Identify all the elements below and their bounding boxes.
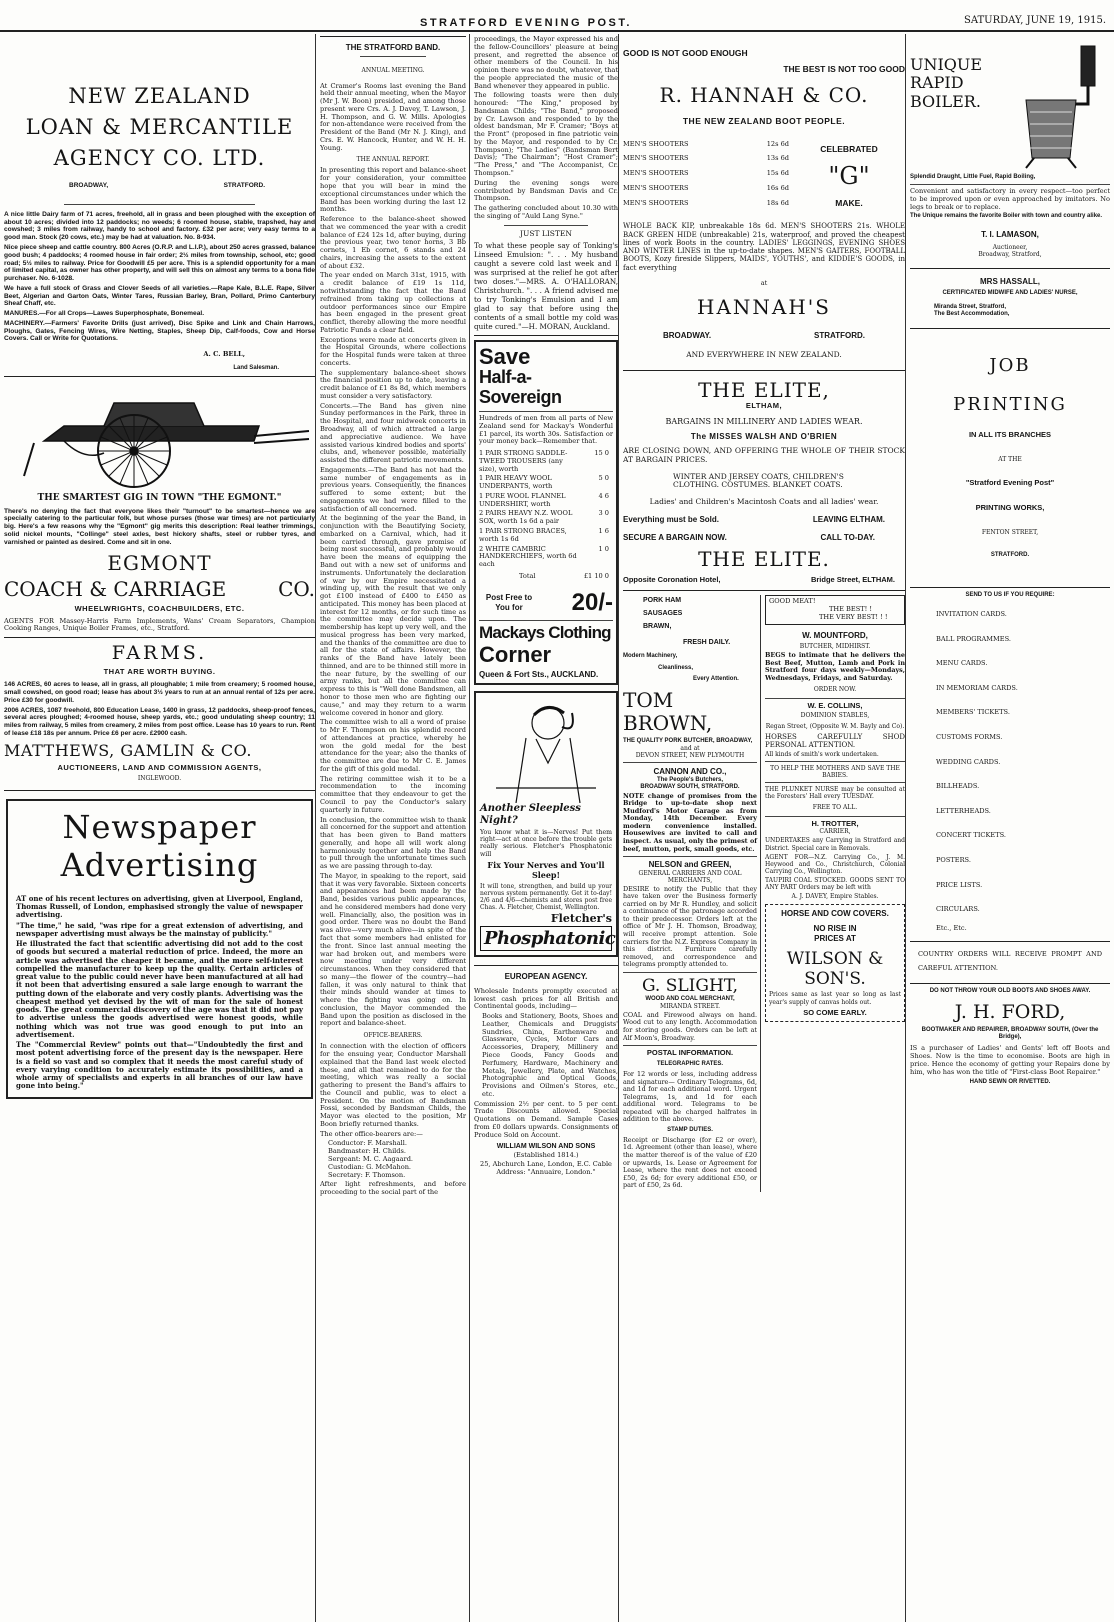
horse-cow-covers: HORSE AND COW COVERS.	[781, 909, 889, 919]
shooter-price: 18s 6d	[766, 198, 789, 207]
job-item: LETTERHEADS.	[936, 806, 991, 815]
horses-shod: HORSES CAREFULLY SHOD PERSONAL ATTENTION.	[765, 732, 905, 749]
make: MAKE.	[835, 197, 863, 208]
slight-paragraph: COAL and Firewood always on hand. Wood cut to any length. Accommodation for storing goods. Orders can be left at Alf Moon's, Broadway.	[623, 1010, 757, 1042]
column-5	[910, 34, 1110, 1622]
fletchers: Fletcher's	[550, 912, 612, 926]
agent-for: AGENT FOR—N.Z. Carrying Co., J. M. Heywood and Co., Christchurch, Colonial Carrying Co., Wellington.	[765, 853, 905, 875]
plunket-nurse: THE PLUNKET NURSE may be consulted at the Foresters' Hall every TUESDAY.	[765, 786, 905, 801]
phosphatonic: Phosphatonic	[480, 926, 612, 951]
smith-work: All kinds of smith's work undertaken.	[765, 751, 879, 759]
everywhere-nz: AND EVERYWHERE IN NEW ZEALAND.	[686, 349, 842, 359]
unique-1: UNIQUE	[910, 55, 983, 74]
leaving-eltham: LEAVING ELTHAM.	[812, 515, 885, 525]
sleepless-paragraph-2: It will tone, strengthen, and build up your nervous system permanently. Get it to-day! 2/6 and 4/6—chemists and stores post free Chas. A. Fletcher, Chemist, Wellington.	[480, 882, 612, 912]
european-agency-title: EUROPEAN AGENCY.	[504, 972, 588, 982]
pork-list: PORK HAM SAUSAGES BRAWN,	[643, 597, 683, 630]
at-text: at	[760, 278, 768, 287]
unique-3: BOILER.	[910, 91, 981, 111]
post-free: Post Free to You for	[485, 593, 533, 612]
job-item: WEDDING CARDS.	[936, 757, 1001, 766]
parcel-price: 4 6	[598, 491, 609, 500]
free-to-all: FREE TO ALL.	[812, 804, 858, 812]
parcel-price: 1 0	[598, 544, 609, 553]
hand-sewn: HAND SEWN OR RIVETTED.	[969, 1079, 1051, 1086]
fenton-street: FENTON STREET,	[981, 528, 1039, 536]
news-paragraph-3: He illustrated the fact that scientific advertising did not add to the cost of goods but secured a material reduction of price. Indeed, the more an article was advertised the cheaper it became, and the more self-interest compelled the manufacturer to keep up the quality. Certain articles of great value to the public could never have been manufactured at all had it not been that advertising ensured a sale large enough to warrant the putting down of the elaborate and very costly plants. Advertising was the cheapest method yet devised by the wit of man for the sale of honest goods. The great commercial discovery of the age was that it did not pay to advertise unless the goods advertised were honest goods, while nothing which was not true was good enough to put into an advertisement.	[16, 939, 303, 1039]
trotter-title: H. TROTTER,	[811, 818, 859, 828]
mackays-name-1: Mackays Clothing	[479, 622, 611, 642]
the-very-best: THE VERY BEST! ! !	[819, 612, 888, 621]
job-item: POSTERS.	[936, 855, 971, 864]
shooter-name: MEN'S SHOOTERS	[623, 183, 689, 192]
trotter-paragraph: UNDERTAKES any Carrying in Stratford and District. Special care in Removals.	[765, 837, 905, 852]
parcel-item: 1 PAIR STRONG SADDLE-TWEED TROUSERS (any size), worth	[479, 449, 568, 473]
elite-misses: The MISSES WALSH AND O'BRIEN	[690, 432, 838, 442]
half-sovereign-text: Half-a-Sovereign	[479, 367, 562, 408]
cannon-address: BROADWAY SOUTH, STRATFORD.	[640, 783, 740, 790]
wilson-sons: WILSON & SON'S.	[786, 949, 884, 990]
celebrated: CELEBRATED	[820, 143, 878, 154]
egmont-title: EGMONT	[107, 551, 212, 576]
ford-subtitle: BOOTMAKER AND REPAIRER, BROADWAY SOUTH, (Over the Bridge),	[921, 1027, 1099, 1041]
boiler-paragraph: Convenient and satisfactory in every respect—too perfect to be improved upon or even approached by imitators. No legs to break or to replace.	[910, 187, 1110, 211]
shooter-name: MEN'S SHOOTERS	[623, 169, 689, 178]
band-office-item: Sergeant: M. C. Aagaard.	[328, 1154, 414, 1163]
job-item: BALL PROGRAMMES.	[936, 634, 1011, 643]
elite-title-2: THE ELITE.	[698, 547, 830, 572]
butchers-column-left	[623, 595, 761, 1191]
nz-paragraph-2: Nice piece sheep and cattle country. 800 Acres (O.R.P. and L.I.P.), about 250 acres grassed, balance good bush; 4 paddocks; 4 roomed house in fair order; 2½ miles from township, school, etc; good road; 5½ miles to railway. Price for Goodwill £5 per acre. This is a splendid opportunity for a man of limited capital, as owner has other property, and will sell this on almost any terms to a bona fide purchaser. No. 6-1028.	[4, 244, 315, 283]
lamason-address: Broadway, Stratford,	[978, 250, 1042, 258]
band-paragraph-12: In conclusion, the committee wish to thank all concerned for the support and attention that has been given to Band matters generally, and hope all will work along harmoniously together and help the Band to pull through the unfortunate times such as we are passing through to-day.	[320, 815, 466, 871]
farms-paragraph-1: 146 ACRES, 60 acres to lease, all in grass, all ploughable; 1 mile from creamery; 5 roomed house, small cowshed, on good road; lease has about 3½ years to run at an annual rental of 12s per acre. Price £30 for goodwill.	[4, 681, 315, 704]
elite-bargains: BARGAINS IN MILLINERY AND LADIES WEAR.	[665, 417, 863, 427]
egmont-co: CO.	[278, 577, 315, 602]
butcher-midhirst: BUTCHER, MIDHIRST.	[799, 643, 871, 651]
column-4	[623, 34, 906, 1622]
news-paragraph-1: AT one of his recent lectures on advertising, given at Liverpool, England, Thomas Russell, of London, emphasised strongly the value of newspaper advertising.	[16, 893, 303, 920]
parcel-price: 3 0	[598, 509, 609, 518]
elite-title: THE ELITE,	[698, 377, 830, 402]
mackays-paragraph: Hundreds of men from all parts of New Zealand send for Mackay's Wonderful £1 parcel, its worth 30s. Satisfaction or your money back—Remember that.	[479, 414, 613, 446]
mackays-name-2: Corner	[479, 641, 552, 667]
hannah-subtitle: THE NEW ZEALAND BOOT PEOPLE.	[682, 115, 846, 126]
shooter-name: MEN'S SHOOTERS	[623, 154, 689, 163]
job-item: CONCERT TICKETS.	[936, 831, 1006, 840]
save-text: Save	[479, 344, 531, 370]
hannah-paragraph: WHOLE BACK KIP, unbreakable 18s 6d. MEN'S SHOOTERS 21s. WHOLE BACK GREEN HIDE (unbreakable) 21s, waterproof, and proved the cheapest lines of work Boots in the country. LADIES' LEGGINGS, EVENING SHOES AND WINTER LINES in the up-to-date shapes. MEN'S GAITERS, FOOTBALL BOOTS, Kozy fireside Slippers, MAIDS', YOUTHS', and KIDDIE'S GOODS, in fact everything	[623, 222, 905, 272]
parcel-price: 1 6	[598, 527, 609, 535]
the-best: THE BEST! !	[829, 605, 873, 614]
band-paragraph-2: In presenting this report and balance-sheet for your consideration, your committee hope that you will bear in mind the exceptional circumstances under which the Band has been working during the last 12 months.	[320, 166, 466, 214]
boiler-splendid: Splendid Draught, Little Fuel, Rapid Boiling,	[910, 174, 1036, 180]
band-office-item: Conductor: F. Marshall.	[328, 1139, 407, 1148]
taupiri-coal: TAUPIRI COAL STOCKED. GOODS SENT TO ANY PART Orders may be left with	[765, 876, 905, 891]
news-paragraph-2: "The time," he said, "was ripe for a great extension of advertising, and newspaper advertising must always be the mainstay of publicity."	[16, 920, 303, 938]
egmont-agents: AGENTS FOR Massey-Harris Farm Implements, Wans' Cream Separators, Champion Cooking Ranges, Unique Boiler Frames, etc., Stratford.	[4, 616, 315, 633]
modern-machinery: Modern Machinery,	[623, 653, 678, 660]
band-paragraph-7: Concerts.—The Band has given nine Sunday performances in the Park, three in the Hospital, and four midweek concerts in Broadway, all of which attracted a large and appreciative audience. We have assisted various kindred bodies and sports' clubs, and, whenever possible, materially assisted the different patriotic movements.	[320, 401, 466, 465]
parcel-price: 15 0	[594, 449, 609, 458]
job-list	[910, 611, 1110, 931]
g-make-letter: "G"	[828, 161, 870, 190]
hassall-title: MRS HASSALL,	[980, 277, 1040, 287]
farms-paragraph-2: 2006 ACRES, 1087 freehold, 800 Education Lease, 1400 in grass, 12 paddocks, sheep-proof fences, several acres ploughed; 4-roomed house, sheep yards, etc.; good undulating sheep country; 11 miles from railway, 5 miles from creamery, 2 miles from post office. Lease has 10 years to run. Rent of lease £18 18s per annum. Price £6 per acre. £2900 cash.	[4, 706, 315, 737]
cleanliness: Cleanliness,	[658, 664, 694, 671]
news-title-1: Newspaper	[62, 808, 257, 847]
unique-2: RAPID	[910, 73, 964, 93]
regan-street: Regan Street, (Opposite W. M. Bayly and Co).	[765, 723, 905, 731]
gig-paragraph: There's no denying the fact that everyone likes their "turnout" to be smartest—hence we are specially catering to the particular folk, but whose purses (those war times) are not particularly big. Here's a few reasons why the "Egmont" gig merits this description: Real leather trimmings, solid nickel mounts, "Collinge" steel axles, best hickory shafts, steel or rubber tyres, and varnished or painted as desired. Come and sit in one.	[4, 507, 315, 546]
elite-macintosh: Ladies' and Children's Macintosh Coats and all ladies' wear.	[649, 497, 879, 507]
matthews-location: INGLEWOOD.	[137, 775, 182, 783]
secure-bargain: SECURE A BARGAIN NOW.	[623, 532, 727, 542]
good-meat: GOOD MEAT!	[769, 597, 816, 606]
midwife: CERTIFICATED MIDWIFE AND LADIES' NURSE,	[942, 290, 1078, 297]
every-attention: Every Attention.	[693, 675, 739, 682]
etc-etc: Etc., Etc.	[936, 923, 967, 932]
call-today: CALL TO-DAY.	[820, 532, 875, 542]
newspaper-advertising-box	[6, 799, 313, 1098]
good-not-good: GOOD IS NOT GOOD ENOUGH	[623, 48, 748, 58]
sleepless-paragraph: You know what it is—Nerves! Put them right—act at once before the trouble gets really serious. Fletcher's Phosphatonic will	[480, 828, 612, 858]
nz-paragraph-1: A nice little Dairy farm of 71 acres, freehold, all in grass and been ploughed with the exception of about 10 acres; divided into 12 paddocks; no weeds; 6 roomed house, stable, trapshed, hay and cowshed; 3 miles from railway, handy to school and factory. £32 per acre; very easy terms to a good man. Stock (20 cows, etc.) may be had at valuation. No. 8-934.	[4, 210, 315, 242]
help-mothers: TO HELP THE MOTHERS AND SAVE THE BABIES.	[770, 765, 900, 780]
shooter-price: 12s 6d	[766, 139, 789, 148]
job-item: INVITATION CARDS.	[936, 610, 1007, 619]
column-1	[4, 34, 316, 1622]
shooter-name: MEN'S SHOOTERS	[623, 139, 689, 148]
country-orders: COUNTRY ORDERS WILL RECEIVE PROMPT AND CAREFUL ATTENTION.	[918, 950, 1102, 972]
all-branches: IN ALL ITS BRANCHES	[968, 430, 1052, 440]
wilson-paragraph: Prices same as last year so long as last year's supply of canvas holds out.	[769, 991, 901, 1006]
band-paragraph-15: The other office-bearers are:—	[320, 1129, 423, 1138]
carrier: CARRIER,	[819, 828, 851, 836]
elite-bridge: Bridge Street, ELTHAM.	[810, 574, 895, 584]
european-paragraph: Wholesale Indents promptly executed at lowest cash prices for all British and Continental goods, including—	[474, 986, 618, 1011]
nz-paragraph-5: MACHINERY.—Farmers' Favorite Drills (just arrived), Disc Spike and Link and Chain Harrows, Ploughs, Gates, Fencing Wires, Wire Netting, Staples, Sheep Dip, Calf-foods, Cow and Horse Covers. Call or Write for Quotations.	[4, 319, 315, 343]
postal-title: POSTAL INFORMATION.	[646, 1048, 734, 1058]
elite-opposite: Opposite Coronation Hotel,	[623, 574, 721, 584]
nz-title-2: LOAN & MERCANTILE	[25, 114, 294, 139]
boiler-illustration	[1006, 40, 1110, 170]
job-item: PRICE LISTS.	[936, 880, 983, 889]
band-paragraph-10: The committee wish to all a word of praise to Mr F. Thompson on his splendid record of attendances at practice, whereby he won the gold medal for the best attendance for the year; also the thanks of the committee are due to Mr C. E. James for the gift of this gold medal.	[320, 718, 466, 773]
established: (Established 1814.)	[513, 1150, 579, 1159]
tom-brown-sub: THE QUALITY PORK BUTCHER, BROADWAY,	[623, 737, 753, 744]
stamp-duties: STAMP DUTIES.	[667, 1126, 713, 1133]
dont-throw: DO NOT THROW YOUR OLD BOOTS AND SHOES AWAY.	[929, 987, 1091, 994]
hannah-broadway: BROADWAY.	[663, 331, 712, 341]
stratford-evening-post: "Stratford Evening Post"	[965, 478, 1055, 488]
nelson-title: NELSON and GREEN,	[648, 860, 732, 870]
parcel-item: 1 PAIR STRONG BRACES, worth 1s 6d	[479, 527, 567, 543]
job-item: CUSTOMS FORMS.	[936, 733, 1003, 741]
band-paragraph-16: After light refreshments, and before proceeding to the social part of the	[320, 1180, 466, 1197]
band-office-item: Bandmaster: H. Childs.	[328, 1147, 406, 1156]
hannah-title: R. HANNAH & CO.	[659, 83, 869, 108]
fix-nerves: Fix Your Nerves and You'll Sleep!	[487, 860, 605, 880]
tom-brown: TOM BROWN,	[623, 687, 713, 736]
printing-works: PRINTING WORKS,	[975, 502, 1045, 512]
parcel-price-big: 20/-	[571, 588, 613, 616]
farms-subtitle: THAT ARE WORTH BUYING.	[103, 667, 216, 677]
masthead	[0, 0, 1114, 32]
best-not-too-good: THE BEST IS NOT TOO GOOD	[783, 64, 905, 75]
job-item: MENU CARDS.	[936, 659, 988, 668]
telegraphic-rates: TELEGRAPHIC RATES.	[656, 1060, 724, 1067]
nz-paragraph-4: MANURES.—For all Crops—Lawes Superphosphate, Bonemeal.	[4, 310, 205, 318]
band-paragraph-14: In connection with the election of officers for the ensuing year, Conductor Marshall explained that the Band last week elected these, and all that remained to do for the meeting, which was really a social gathering to present the Band's affairs to the Council and public, was to elect a President. On the motion of Bandsman Fossi, seconded by Bandsman Childs, the Mayor was elected to the position, Mr Boon briefly returned thanks.	[320, 1042, 466, 1128]
total-label: Total	[519, 571, 536, 580]
farms-title: FARMS.	[111, 642, 208, 665]
egmont-trades: WHEELWRIGHTS, COACHBUILDERS, ETC.	[74, 603, 245, 613]
hannahs: HANNAH'S	[697, 294, 831, 319]
parcel-item: 2 WHITE CAMBRIC HANDKERCHIEFS, worth 6d each	[479, 544, 577, 569]
no-rise: NO RISE IN PRICES AT	[813, 924, 857, 943]
slight-subtitle: WOOD AND COAL MERCHANT,	[645, 995, 735, 1002]
good-meat-box	[765, 595, 905, 624]
issue-date: SATURDAY, JUNE 19, 1915.	[963, 15, 1106, 26]
band-report-heading: THE ANNUAL REPORT.	[356, 156, 430, 164]
nz-address-left: BROADWAY,	[69, 182, 109, 190]
band-paragraph-3: Reference to the balance-sheet showed that we commenced the year with a credit balance of £24 12s 1d, after buying, during the previous year, two tenor horns, 3 Bb cornets, 1 Eb cornet, 6 stands and 24 chairs, increasing the assets to the extent of about £32.	[320, 215, 466, 270]
postal-paragraph: For 12 words or less, including address and signature— Ordinary Telegrams, 6d, and 1d for each additional word. Urgent Telegrams, 1s, and 1d for each additional word. Telegrams to be repeated will be charged halfrates in addition to the above.	[623, 1070, 757, 1124]
band-office-heading: OFFICE-BEARERS.	[363, 1032, 423, 1040]
band-paragraph-1: At Cramer's Rooms last evening the Band held their annual meeting, when the Mayor (Mr J. W. Boon) presided, and among those present were Crs. A. J. Davey, T. Lawson, J. H. Thompson, and G. W. Mills. Apologies for non-attendance were received from the President of the Band (Mr N. J. King), and Crs. E. W. Hancock, Hunter, and W. H. H. Young.	[320, 81, 466, 152]
miranda-street: MIRANDA STREET.	[659, 1002, 721, 1010]
mountford-paragraph: BEGS to intimate that he delivers the Best Beef, Mutton, Lamb and Pork in Stratford four days weekly—Mondays, Wednesdays, Fridays, and Saturday.	[765, 651, 905, 682]
auctioneer: Auctioneer,	[992, 243, 1028, 251]
paper-title: STRATFORD EVENING POST.	[420, 17, 632, 29]
cannon-subtitle: The People's Butchers,	[656, 776, 724, 783]
nz-signature-title: Land Salesman.	[233, 364, 279, 371]
stratford-label: STRATFORD.	[990, 551, 1030, 558]
column-2	[320, 34, 470, 1622]
nz-paragraph-3: We have a full stock of Grass and Clover Seeds of all varieties.—Rape Kale, B.L.E. Rape, Silver Beet, Algerian and Garton Oats, Winter Tares, Russian Barley, Bran, Pollard, Primo Canterbury Sheaf Chaff, etc.	[4, 284, 315, 308]
printing-title: PRINTING	[953, 393, 1067, 415]
lamason-title: T. I. LAMASON,	[981, 230, 1039, 240]
band-continued-4: The gathering concluded about 10.30 with the singing of "Auld Lang Syne."	[474, 204, 618, 220]
nz-title-1: NEW ZEALAND	[68, 84, 251, 108]
shooter-price: 15s 6d	[766, 169, 789, 178]
cannon-paragraph: NOTE change of promises from the Bridge to up-to-date shop next Mudford's Motor Garage as from Monday, 14th December. Every modern convenience installed. Housewives are invited to call and inspect. As usual, only the primest of beef, mutton, pork, small goods, etc.	[623, 791, 757, 853]
band-office-item: Secretary: F. Thomson.	[328, 1170, 406, 1179]
european-items: Books and Stationery, Boots, Shoes and Leather, Chemicals and Druggists' Sundries, China, Earthenware and Glassware, Cycles, Motor Cars and Accessories, Drapery, Millinery and Piece Goods, Fancy Goods and Perfumery, Hardware, Machinery and Metals, Jewellery, Plate, and Watches, Photographic and Optical Goods, Provisions and Oilmen's Stores, etc., etc.	[482, 1012, 618, 1098]
miranda-street-stratford: Miranda Street, Stratford,	[934, 303, 1007, 310]
nz-title-3: AGENCY CO. LTD.	[53, 145, 266, 170]
sleepless-heading: Another Sleepless Night?	[480, 803, 581, 827]
column-3	[474, 34, 619, 1622]
boiler-paragraph-2: The Unique remains the favorite Boiler with town and country alike.	[910, 213, 1103, 220]
band-subtitle: ANNUAL MEETING.	[361, 67, 425, 75]
matthews-subtitle: AUCTIONEERS, LAND AND COMMISSION AGENTS,	[57, 762, 262, 772]
mackays-address: Queen & Fort Sts., AUCKLAND.	[479, 669, 599, 679]
band-continued-1: proceedings, the Mayor expressed his and the fellow-Councillors' pleasure at being present, and regretted the absence of other members of the Council. In his opinion there was no doubt, whatever, that the people appreciated the music of the Band whenever they appeared in public.	[474, 35, 618, 90]
davey-signature: A. J. DAVEY, Empire Stables.	[791, 892, 879, 900]
listen-paragraph: To what these people say of Tonking's Linseed Emulsion: ". . . My husband caught a severe cold last week and I was surprised at the relief he got after two doses."—MRS. A. O'HALLORAN, Christchurch. ". . . A friend advised me to try Tonking's Emulsion and I am glad to say that before using the contents of a small bottle my cold was quite cured."—H. MORAN, Auckland.	[474, 241, 618, 332]
band-paragraph-6: The supplementary balance-sheet shows the financial position up to date, leaving a credit balance of £1 8s 8d, which members must consider a very satisfactory.	[320, 368, 466, 400]
parcel-price: 5 0	[598, 474, 609, 483]
job-title: JOB	[989, 354, 1031, 376]
parcel-list	[479, 450, 613, 580]
devon-street: DEVON STREET, NEW PLYMOUTH	[635, 752, 745, 760]
at-the: AT THE	[998, 456, 1022, 464]
listen-heading: JUST LISTEN	[520, 228, 572, 238]
stamp-paragraph: Receipt or Discharge (for £2 or over), 1d. Agreement (other than lease), where the matter thereof is of the value of £20 or upwards, 1s. Lease or Agreement for Lease, where the rent does not exceed £50, 2s 6d; for every additional £50, or part of £50, 2s 6d.	[623, 1135, 757, 1190]
william-wilson-title: WILLIAM WILSON AND SONS	[496, 1143, 596, 1151]
phosphatonic-advert	[474, 691, 618, 957]
hannah-stratford: STRATFORD.	[814, 331, 865, 341]
mackays-advert	[474, 340, 618, 685]
best-accommodation: The Best Accommodation,	[934, 310, 1010, 317]
parcel-item: 1 PAIR HEAVY WOOL UNDERPANTS, worth	[479, 474, 553, 491]
band-paragraph-11: The retiring committee wish it to be a recommendation to the incoming committee that they endeavour to get the Council to pay the Conductor's salary quarterly in future.	[320, 774, 466, 814]
everything-sold: Everything must be Sold.	[623, 515, 720, 525]
band-title: THE STRATFORD BAND.	[345, 43, 441, 52]
total-value: £1 10 0	[583, 571, 609, 580]
nelson-paragraph: DESIRE to notify the Public that they have taken over the Business formerly carried on by Mr R. Hundley, and solicit a continuance of the patronage accorded to their predecessor. Orders left at the office of Mr J. H. Thomson, Broadway, will receive prompt attention. Sole carriers for the N.Z. Express Company in this district. Furniture carefully removed, and correspondence and telegrams promptly attended to.	[623, 884, 757, 969]
ford-paragraph: IS a purchaser of Ladies' and Gents' left off Boots and Shoes. Now is the time to economise. Boots are high in price. Hence the economy of getting your Repairs done by him, who has won the title of "First-class Boot Repairer."	[910, 1044, 1110, 1076]
cannon-title: CANNON AND CO.,	[653, 767, 727, 777]
news-paragraph-4: The "Commercial Review" points out that—"Undoubtedly the first and most potent advertising force of the present day is the newspaper. Here is a field so vast and so complex that it needs the most careful study of every varying condition to accurately estimate its possibilities, and a whole army of specialists and experts in all branches of our law have gone into being."	[16, 1040, 303, 1091]
and-at: and at	[680, 744, 700, 752]
band-office-item: Custodian: G. McMahon.	[328, 1162, 412, 1171]
shooter-price: 16s 6d	[766, 183, 789, 192]
job-item: IN MEMORIAM CARDS.	[936, 683, 1018, 692]
job-item: BILLHEADS.	[936, 782, 980, 791]
fresh-daily: FRESH DAILY.	[683, 639, 731, 647]
send-to-us: SEND TO US IF YOU REQUIRE:	[965, 591, 1055, 598]
nelson-subtitle: GENERAL CARRIERS AND COAL MERCHANTS,	[638, 869, 742, 884]
mountford-title: W. MOUNTFORD,	[802, 630, 868, 640]
news-title-2: Advertising	[60, 846, 259, 885]
band-paragraph-8: Engagements.—The Band has not had the same number of engagements as in previous years. Consequently, the finances suffered to some extent; but the engagements we had were filled to the satisfaction of all concerned.	[320, 465, 466, 513]
slight-title: G. SLIGHT,	[641, 975, 739, 996]
band-paragraph-13: The Mayor, in speaking to the report, said that it was very favorable. Sixteen concerts and appearances had been made by the Band, besides various public appearances, and he considered members had done very well. Financially, also, the position was in good order. There was no doubt the Band was alive—very much alive—in spite of the fact that some members had enlisted for the front. Since last annual meeting the war had broken out, and members were now meeting under very different circumstances. When they considered that so many—the flower of the country—had fallen, it was only natural to think that their minds should wander at times to where the fighting was going on. In conclusion, the Mayor commended the Band upon the position as disclosed in the report and balance-sheet.	[320, 871, 466, 1028]
wilson-sons-box	[765, 904, 905, 1022]
parcel-item: 2 PAIRS HEAVY N.Z. WOOL SOX, worth 1s 6d a pair	[479, 509, 573, 526]
band-paragraph-5: Exceptions were made at concerts given in the Hospital Grounds, where collections for the Hospital funds were taken at three concerts.	[320, 335, 466, 367]
job-item: MEMBERS' TICKETS.	[936, 708, 1010, 717]
band-paragraph-9: At the beginning of the year the Band, in conjunction with the Beautifying Society, embarked on a Carnival, which, had it been carried through, gave promise of being most successful, and probably would have been the means of equipping the Band out with a new set of uniforms and instruments. Unfortunately the declaration of war by our Empire necessitated a winding up, with the result that we only got £100 instead of £400 to £450 as anticipated. This money has been placed at interest for 12 months, or for such time as the committee may decide upon. The membership has kept up very well, and the musical progress has been very marked, and the thanks of the committee are due to all for the state of affairs. However, the ranks of the Band have lately been thinned, and are to be thinned still more in the near future, by the swelling of our army ranks, but all the committee can express to this is "Well done Bandsmen, all honor to those men who are fighting our cause," and may they return to a warm welcome covered in honor and glory.	[320, 514, 466, 717]
gig-heading: THE SMARTEST GIG IN TOWN "THE EGMONT."	[37, 493, 282, 504]
parcel-item: 1 PURE WOOL FLANNEL UNDERSHIRT, worth	[479, 491, 566, 508]
elite-closing: ARE CLOSING DOWN, AND OFFERING THE WHOLE OF THEIR STOCK AT BARGAIN PRICES.	[623, 445, 905, 464]
come-early: SO COME EARLY.	[803, 1007, 867, 1017]
man-illustration	[476, 693, 616, 803]
elite-winter: WINTER AND JERSEY COATS, CHILDREN'S CLOTHING. COSTUMES. BLANKET COATS.	[673, 471, 844, 490]
nz-signature: A. C. BELL,	[203, 350, 245, 359]
gig-illustration	[4, 381, 315, 491]
band-continued-2: The following toasts were then duly honoured: "The King," proposed by Bandsman Childs; "The Band," proposed by Cr. Lawson and responded to by the oldest bandsman, Mr F. Cramer; "Boys at the Front" (proposed in fine patriotic vein by the Mayor, and responded to by Cr. Thompson); "The Ladies" (Bandsman Bert Davis); "The Chairman"; "Host Cramer"; "The Press," and "The Accompanist, Cr. Thompson."	[474, 91, 618, 178]
william-wilson-address: 25, Abchurch Lane, London, E.C. Cable Address: "Annuaire, London."	[480, 1160, 612, 1177]
butchers-column-right	[761, 595, 905, 1191]
band-continued-3: During the evening songs were contributed by Bandsman Davis and Cr. Thompson.	[474, 178, 618, 203]
collins-title: W. E. COLLINS,	[807, 700, 863, 710]
elite-eltham: ELTHAM,	[745, 401, 783, 411]
european-paragraph-2: Commission 2½ per cent. to 5 per cent. Trade Discounts allowed. Special Quotations on Demand. Sample Cases from £0 dollars upwards. Consignments of Produce Sold on Account.	[474, 1099, 618, 1139]
shooter-name: MEN'S SHOOTERS	[623, 198, 689, 207]
egmont-coach: COACH & CARRIAGE	[4, 577, 227, 602]
matthews-title: MATTHEWS, GAMLIN & CO.	[4, 740, 252, 760]
dominion-stables: DOMINION STABLES,	[800, 712, 870, 720]
shooter-price: 13s 6d	[766, 154, 789, 163]
order-now: ORDER NOW.	[813, 686, 857, 694]
job-item: CIRCULARS.	[936, 905, 980, 914]
band-paragraph-4: The year ended on March 31st, 1915, with a credit balance of £19 1s 11d, notwithstanding the fact that the Band refrained from taking up collections at outdoor performances since our Empire has been engaged in the present great conflict, thereby allowing the more needful Patriotic Funds a clear field.	[320, 271, 466, 334]
nz-address-right: STRATFORD.	[223, 182, 265, 190]
ford-title: J. H. FORD,	[954, 1000, 1066, 1023]
